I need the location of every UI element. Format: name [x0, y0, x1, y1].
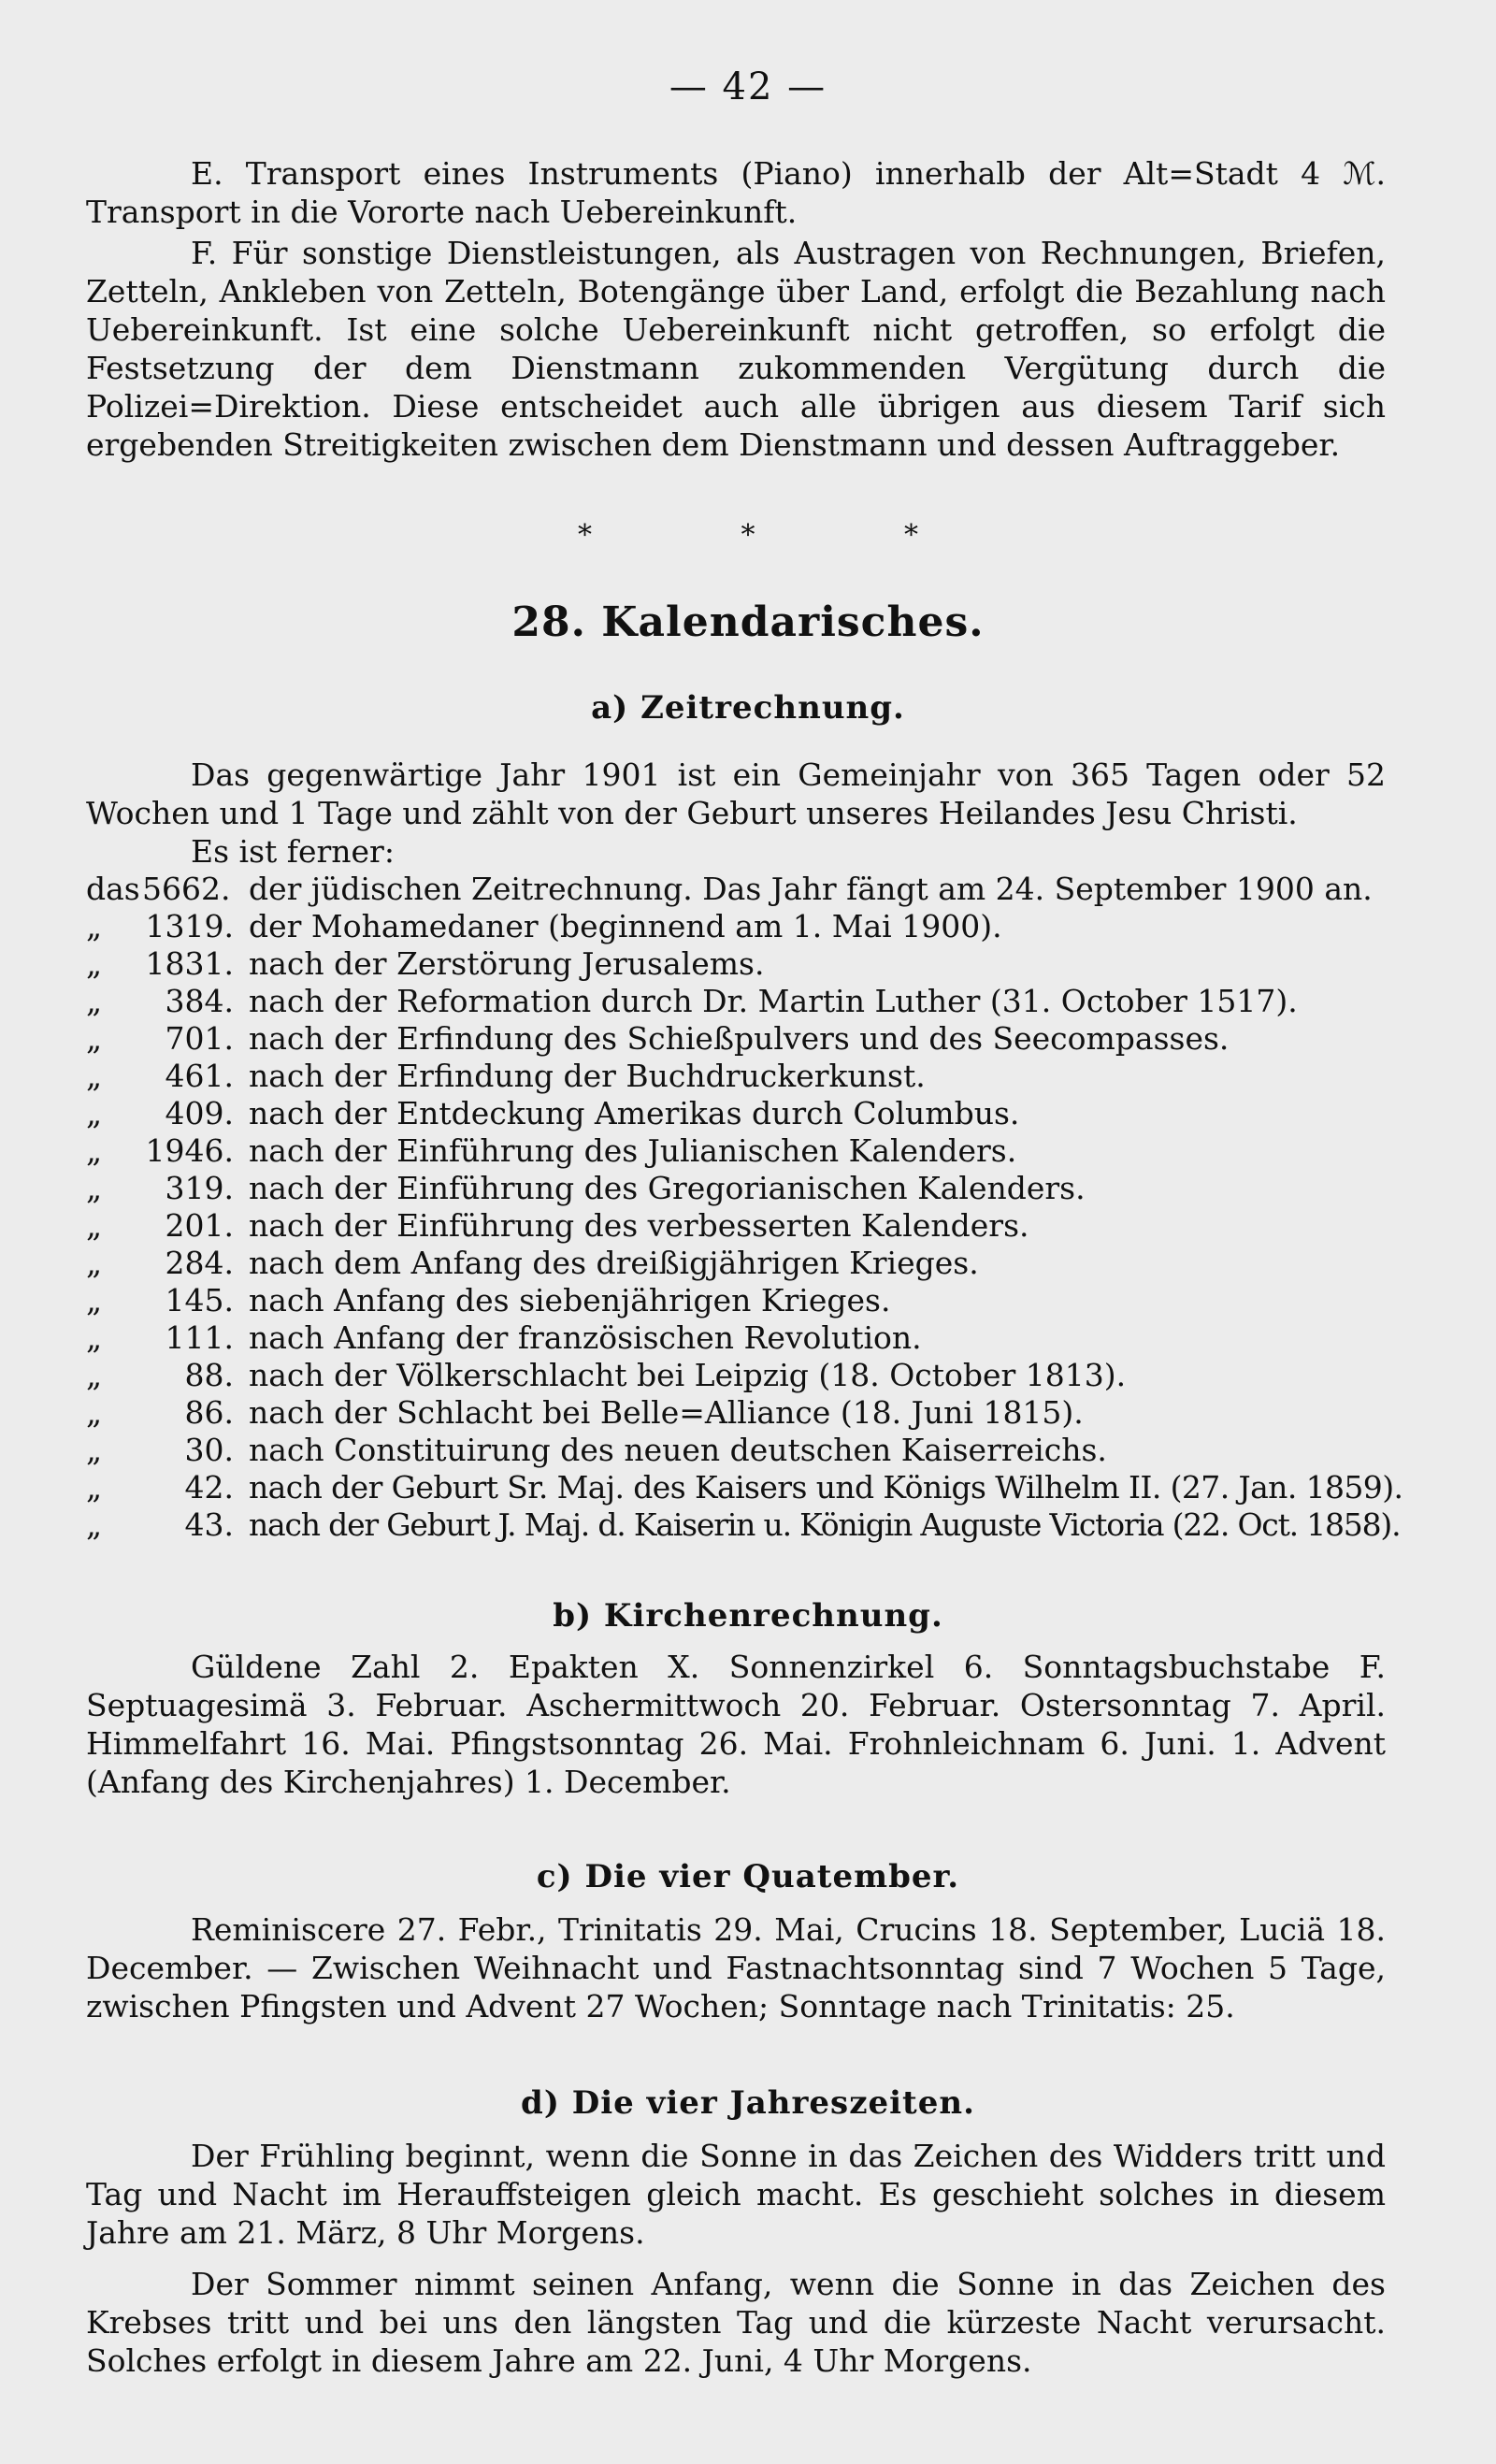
era-row	[86, 1020, 1410, 1058]
era-row	[86, 945, 1410, 983]
era-prefix: „	[86, 1506, 103, 1543]
era-row	[86, 1170, 1410, 1207]
era-prefix: „	[86, 908, 103, 944]
era-year: 86.	[184, 1394, 234, 1431]
era-year: 5662.	[142, 871, 231, 907]
era-row	[86, 1132, 1410, 1170]
era-text: nach Anfang des siebenjährigen Krieges.	[249, 1282, 891, 1318]
section-e-paragraph: E. Transport eines Instruments (Piano) innerhalb der Alt=Stadt 4 ℳ. Transport in die Vororte nach Uebereinkunft.	[86, 155, 1386, 230]
era-year: 1946.	[145, 1132, 234, 1169]
era-prefix: „	[86, 1282, 103, 1318]
era-year: 201.	[165, 1207, 234, 1244]
era-prefix: „	[86, 945, 103, 982]
era-year: 43.	[184, 1506, 234, 1543]
era-text: nach der Völkerschlacht bei Leipzig (18. October 1813).	[249, 1357, 1127, 1393]
zeitrechnung-intro: Das gegenwärtige Jahr 1901 ist ein Gemeinjahr von 365 Tagen oder 52 Wochen und 1 Tage und zählt von der Geburt unseres Heilandes Jesu Christi.	[86, 756, 1386, 831]
era-prefix: „	[86, 1245, 103, 1281]
era-prefix: „	[86, 1132, 103, 1169]
era-year: 111.	[165, 1319, 234, 1356]
era-text: nach der Erfindung des Schießpulvers und des Seecompasses.	[249, 1020, 1230, 1057]
era-prefix: „	[86, 1432, 103, 1468]
era-prefix: „	[86, 1207, 103, 1244]
era-prefix: „	[86, 1020, 103, 1057]
era-prefix: „	[86, 1357, 103, 1393]
era-text: der Mohamedaner (beginnend am 1. Mai 1900).	[249, 908, 1002, 944]
era-row	[86, 1357, 1410, 1394]
chapter-title: 28. Kalendarisches.	[511, 598, 985, 646]
era-year: 701.	[165, 1020, 234, 1057]
era-row	[86, 1282, 1410, 1319]
era-prefix: „	[86, 983, 103, 1019]
era-row	[86, 1432, 1410, 1469]
era-text: nach der Einführung des Julianischen Kalenders.	[249, 1132, 1017, 1169]
quatember-paragraph: Reminiscere 27. Febr., Trinitatis 29. Mai, Crucins 18. September, Luciä 18. December. — Zwischen Weihnacht und Fastnachtsonntag sind 7 Wochen 5 Tage, zwischen Pfingsten und Advent 27 Wochen; Sonntage nach Trinitatis: 25.	[86, 1911, 1386, 2025]
era-text: nach Constituirung des neuen deutschen Kaiserreichs.	[249, 1432, 1107, 1468]
era-prefix: „	[86, 1058, 103, 1094]
era-row	[86, 1058, 1410, 1095]
kirchenrechnung-heading: b) Kirchenrechnung.	[553, 1597, 943, 1635]
era-text: nach Anfang der französischen Revolution.	[249, 1319, 922, 1356]
era-list	[86, 871, 1410, 1544]
separator-stars: * * *	[577, 519, 919, 552]
era-prefix: „	[86, 1394, 103, 1431]
era-year: 284.	[165, 1245, 234, 1281]
kirchenrechnung-paragraph: Güldene Zahl 2. Epakten X. Sonnenzirkel 6. Sonntagsbuchstabe F. Septuagesimä 3. Februar. Aschermittwoch 20. Februar. Ostersonntag 7. April. Himmelfahrt 16. Mai. Pfingstsonntag 26. Mai. Frohnleichnam 6. Juni. 1. Advent (Anfang des Kirchenjahres) 1. December.	[86, 1649, 1386, 1800]
era-year: 409.	[165, 1095, 234, 1131]
era-row	[86, 1469, 1410, 1506]
era-prefix: das	[86, 871, 140, 907]
era-text: nach der Schlacht bei Belle=Alliance (18. Juni 1815).	[249, 1394, 1084, 1431]
era-text: nach der Einführung des Gregorianischen Kalenders.	[249, 1170, 1086, 1206]
era-year: 319.	[165, 1170, 234, 1206]
era-text: nach der Einführung des verbesserten Kalenders.	[249, 1207, 1029, 1244]
era-text: der jüdischen Zeitrechnung. Das Jahr fängt am 24. September 1900 an.	[249, 871, 1373, 907]
zeitrechnung-ferner: Es ist ferner:	[191, 833, 395, 870]
era-prefix: „	[86, 1469, 103, 1506]
page-number: — 42 —	[669, 65, 827, 108]
era-row	[86, 1095, 1410, 1132]
spring-paragraph: Der Frühling beginnt, wenn die Sonne in das Zeichen des Widders tritt und Tag und Nacht im Herauffsteigen gleich macht. Es geschieht solches in diesem Jahre am 21. März, 8 Uhr Morgens.	[86, 2138, 1386, 2251]
era-row	[86, 1207, 1410, 1245]
era-text: nach der Geburt J. Maj. d. Kaiserin u. Königin Auguste Victoria (22. Oct. 1858).	[249, 1506, 1401, 1543]
era-year: 88.	[184, 1357, 234, 1393]
era-year: 461.	[165, 1058, 234, 1094]
era-prefix: „	[86, 1319, 103, 1356]
era-text: nach der Entdeckung Amerikas durch Columbus.	[249, 1095, 1020, 1131]
quatember-heading: c) Die vier Quatember.	[536, 1858, 960, 1895]
era-prefix: „	[86, 1095, 103, 1131]
era-year: 384.	[165, 983, 234, 1019]
era-year: 145.	[165, 1282, 234, 1318]
summer-paragraph: Der Sommer nimmt seinen Anfang, wenn die Sonne in das Zeichen des Krebses tritt und bei uns den längsten Tag und die kürzeste Nacht verursacht. Solches erfolgt in diesem Jahre am 22. Juni, 4 Uhr Morgens.	[86, 2266, 1386, 2379]
section-f-paragraph: F. Für sonstige Dienstleistungen, als Austragen von Rechnungen, Briefen, Zetteln, Ankleben von Zetteln, Botengänge über Land, erfolgt die Bezahlung nach Uebereinkunft. Ist eine solche Uebereinkunft nicht getroffen, so erfolgt die Festsetzung der dem Dienstmann zukommenden Vergütung durch die Polizei=Direktion. Diese entscheidet auch alle übrigen aus diesem Tarif sich ergebenden Streitigkeiten zwischen dem Dienstmann und dessen Auftraggeber.	[86, 235, 1386, 463]
era-text: nach der Zerstörung Jerusalems.	[249, 945, 765, 982]
era-year: 1831.	[145, 945, 234, 982]
era-row	[86, 1394, 1410, 1432]
era-year: 30.	[184, 1432, 234, 1468]
era-row	[86, 871, 1410, 908]
era-text: nach der Geburt Sr. Maj. des Kaisers und Königs Wilhelm II. (27. Jan. 1859).	[249, 1469, 1403, 1506]
era-year: 1319.	[145, 908, 234, 944]
era-row	[86, 1319, 1410, 1357]
zeitrechnung-heading: a) Zeitrechnung.	[591, 689, 905, 727]
era-year: 42.	[184, 1469, 234, 1506]
era-row	[86, 1506, 1410, 1544]
era-text: nach der Erfindung der Buchdruckerkunst.	[249, 1058, 926, 1094]
era-row	[86, 983, 1410, 1020]
era-row	[86, 1245, 1410, 1282]
era-prefix: „	[86, 1170, 103, 1206]
era-row	[86, 908, 1410, 945]
jahreszeiten-heading: d) Die vier Jahreszeiten.	[521, 2084, 975, 2122]
era-text: nach der Reformation durch Dr. Martin Luther (31. October 1517).	[249, 983, 1298, 1019]
era-text: nach dem Anfang des dreißigjährigen Krieges.	[249, 1245, 979, 1281]
